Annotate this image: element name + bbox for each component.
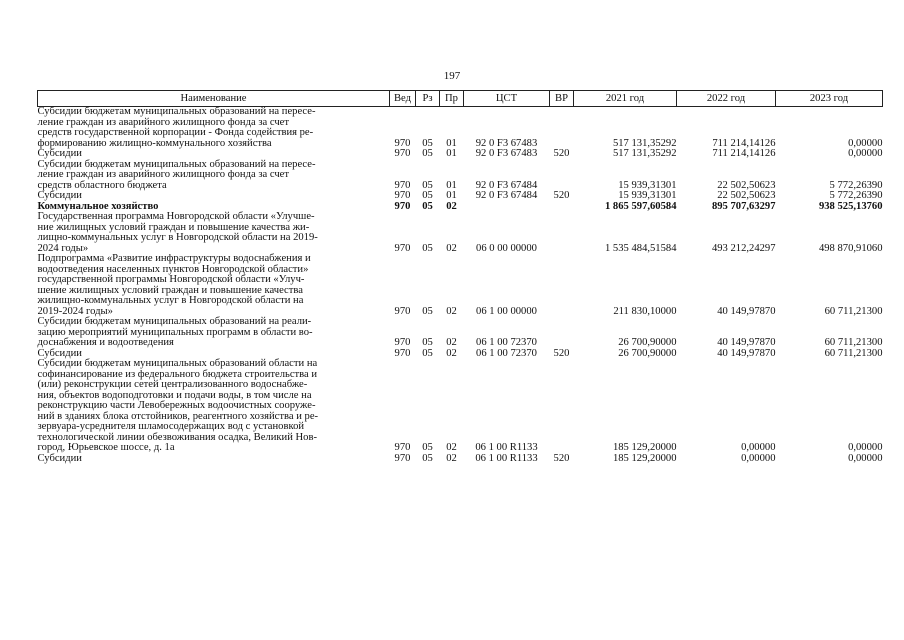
row-vr-cell: 520 xyxy=(553,190,570,201)
header-cst: ЦСТ xyxy=(464,91,550,107)
table-body xyxy=(38,107,883,465)
row-rz-cell: 05 xyxy=(422,137,433,149)
row-2023-value: 0,00000 xyxy=(848,137,883,149)
row-2023-value: 0,00000 xyxy=(848,442,883,453)
row-name-cell: Субсидии xyxy=(37,190,82,201)
row-cst-cell: 06 1 00 00000 xyxy=(476,305,537,317)
row-rz-cell: 05 xyxy=(422,179,433,191)
row-pr-cell: 02 xyxy=(446,452,457,464)
row-pr-cell: 01 xyxy=(446,179,457,191)
row-name-cell: Подпрограмма «Развитие инфраструктуры водоснабжения и водоотведения населенных пунктов Новгородской области» государственной программы Новгородской области «Улуч- шение жилищных условий граждан и повышение качества жилищно-коммунальных услуг в Новгородской области на 2019-2024 годы» xyxy=(37,253,311,317)
row-vr-cell xyxy=(550,317,574,349)
header-name: Наименование xyxy=(38,91,390,107)
header-row xyxy=(38,91,883,107)
header-vr: ВР xyxy=(550,91,574,107)
row-2021-value: 185 129,20000 xyxy=(612,452,677,464)
row-cst-cell: 92 0 F3 67484 xyxy=(475,179,538,191)
row-rz-cell: 05 xyxy=(422,337,433,348)
row-2023-value: 0,00000 xyxy=(848,452,883,464)
row-pr-cell: 01 xyxy=(446,190,457,201)
row-ved-cell: 970 xyxy=(394,305,411,317)
row-vr-cell xyxy=(550,160,574,192)
row-rz-cell: 05 xyxy=(422,200,433,212)
header-pr: Пр xyxy=(440,91,464,107)
row-ved-cell: 970 xyxy=(394,190,411,201)
row-name-cell: Государственная программа Новгородской области «Улучше- ние жилищных условий граждан и повышение качества жи- лищно-коммунальных услуг в Новгородской области на 2019- 2024 годы» xyxy=(37,211,318,254)
row-2021-value: 211 830,10000 xyxy=(613,305,677,317)
row-2021-value: 185 129,20000 xyxy=(612,442,677,453)
table-row xyxy=(38,454,883,465)
header-2021: 2021 год xyxy=(574,91,677,107)
row-2022-value: 711 214,14126 xyxy=(712,137,776,149)
row-name-cell: Субсидии бюджетам муниципальных образований области на софинансирование из федерального бюджета строительства и (или) реконструкции сетей централизованного водоснабже- ния, объектов водоподготовки и подачи воды, в том числе на реконструкцию части Левобережных водоочистных сооруже- ний в зданиях блока отстойников, реагентного хозяйства и ре- зервуара-усреднителя шламосодержащих вод с установкой технологической линии обезвоживания осадка, Великий Нов- город, Юрьевское шоссе, д. 1а xyxy=(37,358,319,453)
table-row xyxy=(38,317,883,349)
row-rz-cell: 05 xyxy=(422,190,433,201)
row-vr-cell xyxy=(550,254,574,317)
row-ved-cell: 970 xyxy=(394,347,411,359)
row-2023-value: 938 525,13760 xyxy=(818,200,883,212)
row-2021-value: 1 865 597,60584 xyxy=(604,200,677,212)
row-cst-cell: 92 0 F3 67484 xyxy=(475,190,538,201)
row-name-cell: Субсидии бюджетам муниципальных образований на пересе- ление граждан из аварийного жилищного фонда за счет средств государственной корпорации - Фонда содействия ре- формированию жилищно-коммунального хозяйства xyxy=(37,106,316,149)
row-2022-value: 40 149,97870 xyxy=(717,337,776,348)
row-2021-value: 15 939,31301 xyxy=(618,179,677,191)
row-2022-value: 493 212,24297 xyxy=(711,242,776,254)
row-2023-value: 60 711,21300 xyxy=(824,305,883,317)
table-row xyxy=(38,212,883,254)
table-row xyxy=(38,160,883,192)
budget-table xyxy=(37,90,883,464)
row-2023-value: 60 711,21300 xyxy=(824,347,883,359)
row-2022-value: 40 149,97870 xyxy=(717,305,776,317)
row-ved-cell: 970 xyxy=(394,148,411,159)
row-cst-cell: 06 1 00 72370 xyxy=(476,347,537,359)
row-2022-value: 40 149,97870 xyxy=(717,347,776,359)
row-2021-value: 1 535 484,51584 xyxy=(604,242,677,254)
row-cst-cell: 06 1 00 R1133 xyxy=(475,452,538,464)
row-2021-value: 26 700,90000 xyxy=(618,337,677,348)
row-name-cell: Субсидии xyxy=(37,347,82,359)
row-ved-cell: 970 xyxy=(394,452,411,464)
row-2023-value: 0,00000 xyxy=(848,148,883,159)
row-name-cell: Субсидии бюджетам муниципальных образований на реали- зацию мероприятий муниципальных программ в области во- доснабжения и водоотведения xyxy=(37,316,313,348)
row-ved-cell: 970 xyxy=(394,200,411,212)
row-cst-cell: 92 0 F3 67483 xyxy=(475,148,538,159)
row-rz-cell: 05 xyxy=(422,305,433,317)
row-pr-cell: 02 xyxy=(446,442,457,453)
row-name-cell: Субсидии xyxy=(37,452,82,464)
row-pr-cell: 01 xyxy=(446,137,457,149)
row-name-cell: Субсидии бюджетам муниципальных образований на пересе- ление граждан из аварийного жилищного фонда за счет средств областного бюджета xyxy=(37,158,316,191)
row-2021-value: 15 939,31301 xyxy=(618,190,677,201)
row-pr-cell: 02 xyxy=(446,347,457,359)
table-row xyxy=(38,359,883,454)
header-2022: 2022 год xyxy=(677,91,776,107)
row-vr-cell xyxy=(550,359,574,454)
header-ved: Вед xyxy=(390,91,416,107)
row-cst-cell: 92 0 F3 67483 xyxy=(475,137,538,149)
row-rz-cell: 05 xyxy=(422,442,433,453)
row-ved-cell: 970 xyxy=(394,442,411,453)
header-rz: Рз xyxy=(416,91,440,107)
row-2023-value: 5 772,26390 xyxy=(829,190,883,201)
row-vr-cell xyxy=(550,212,574,254)
row-pr-cell: 01 xyxy=(446,148,457,159)
table-header xyxy=(38,91,883,107)
row-2021-value: 517 131,35292 xyxy=(612,137,677,149)
row-cst-cell: 06 1 00 R1133 xyxy=(475,442,538,453)
header-2023: 2023 год xyxy=(776,91,883,107)
row-rz-cell: 05 xyxy=(422,452,433,464)
table-row xyxy=(38,254,883,317)
row-ved-cell: 970 xyxy=(394,179,411,191)
row-pr-cell: 02 xyxy=(446,337,457,348)
row-vr-cell: 520 xyxy=(553,452,570,464)
row-2023-value: 60 711,21300 xyxy=(824,337,883,348)
row-cst-cell: 06 1 00 72370 xyxy=(476,337,537,348)
row-vr-cell: 520 xyxy=(553,347,570,359)
row-name-cell: Коммунальное хозяйство xyxy=(37,200,159,212)
row-2021-value: 26 700,90000 xyxy=(618,347,677,359)
table-row xyxy=(38,107,883,150)
row-2023-value: 498 870,91060 xyxy=(818,242,883,254)
row-cst-cell xyxy=(464,202,550,213)
row-2021-value: 517 131,35292 xyxy=(612,148,677,159)
row-2022-value: 711 214,14126 xyxy=(712,148,776,159)
row-rz-cell: 05 xyxy=(422,148,433,159)
row-2022-value: 0,00000 xyxy=(741,452,776,464)
row-pr-cell: 02 xyxy=(446,242,457,254)
table-row xyxy=(38,191,883,202)
row-ved-cell: 970 xyxy=(394,242,411,254)
table-row xyxy=(38,149,883,160)
row-vr-cell: 520 xyxy=(553,148,570,159)
row-2022-value: 895 707,63297 xyxy=(711,200,776,212)
row-rz-cell: 05 xyxy=(422,347,433,359)
row-ved-cell: 970 xyxy=(394,137,411,149)
row-2023-value: 5 772,26390 xyxy=(829,179,883,191)
row-2022-value: 0,00000 xyxy=(741,442,776,453)
row-pr-cell: 02 xyxy=(446,305,457,317)
row-cst-cell: 06 0 00 00000 xyxy=(476,242,537,254)
page-number: 197 xyxy=(443,70,461,82)
row-2022-value: 22 502,50623 xyxy=(717,179,776,191)
row-rz-cell: 05 xyxy=(422,242,433,254)
row-name-cell: Субсидии xyxy=(37,148,82,159)
row-vr-cell xyxy=(550,202,574,213)
row-2022-value: 22 502,50623 xyxy=(717,190,776,201)
row-ved-cell: 970 xyxy=(394,337,411,348)
row-pr-cell: 02 xyxy=(446,200,457,212)
row-vr-cell xyxy=(550,107,574,150)
